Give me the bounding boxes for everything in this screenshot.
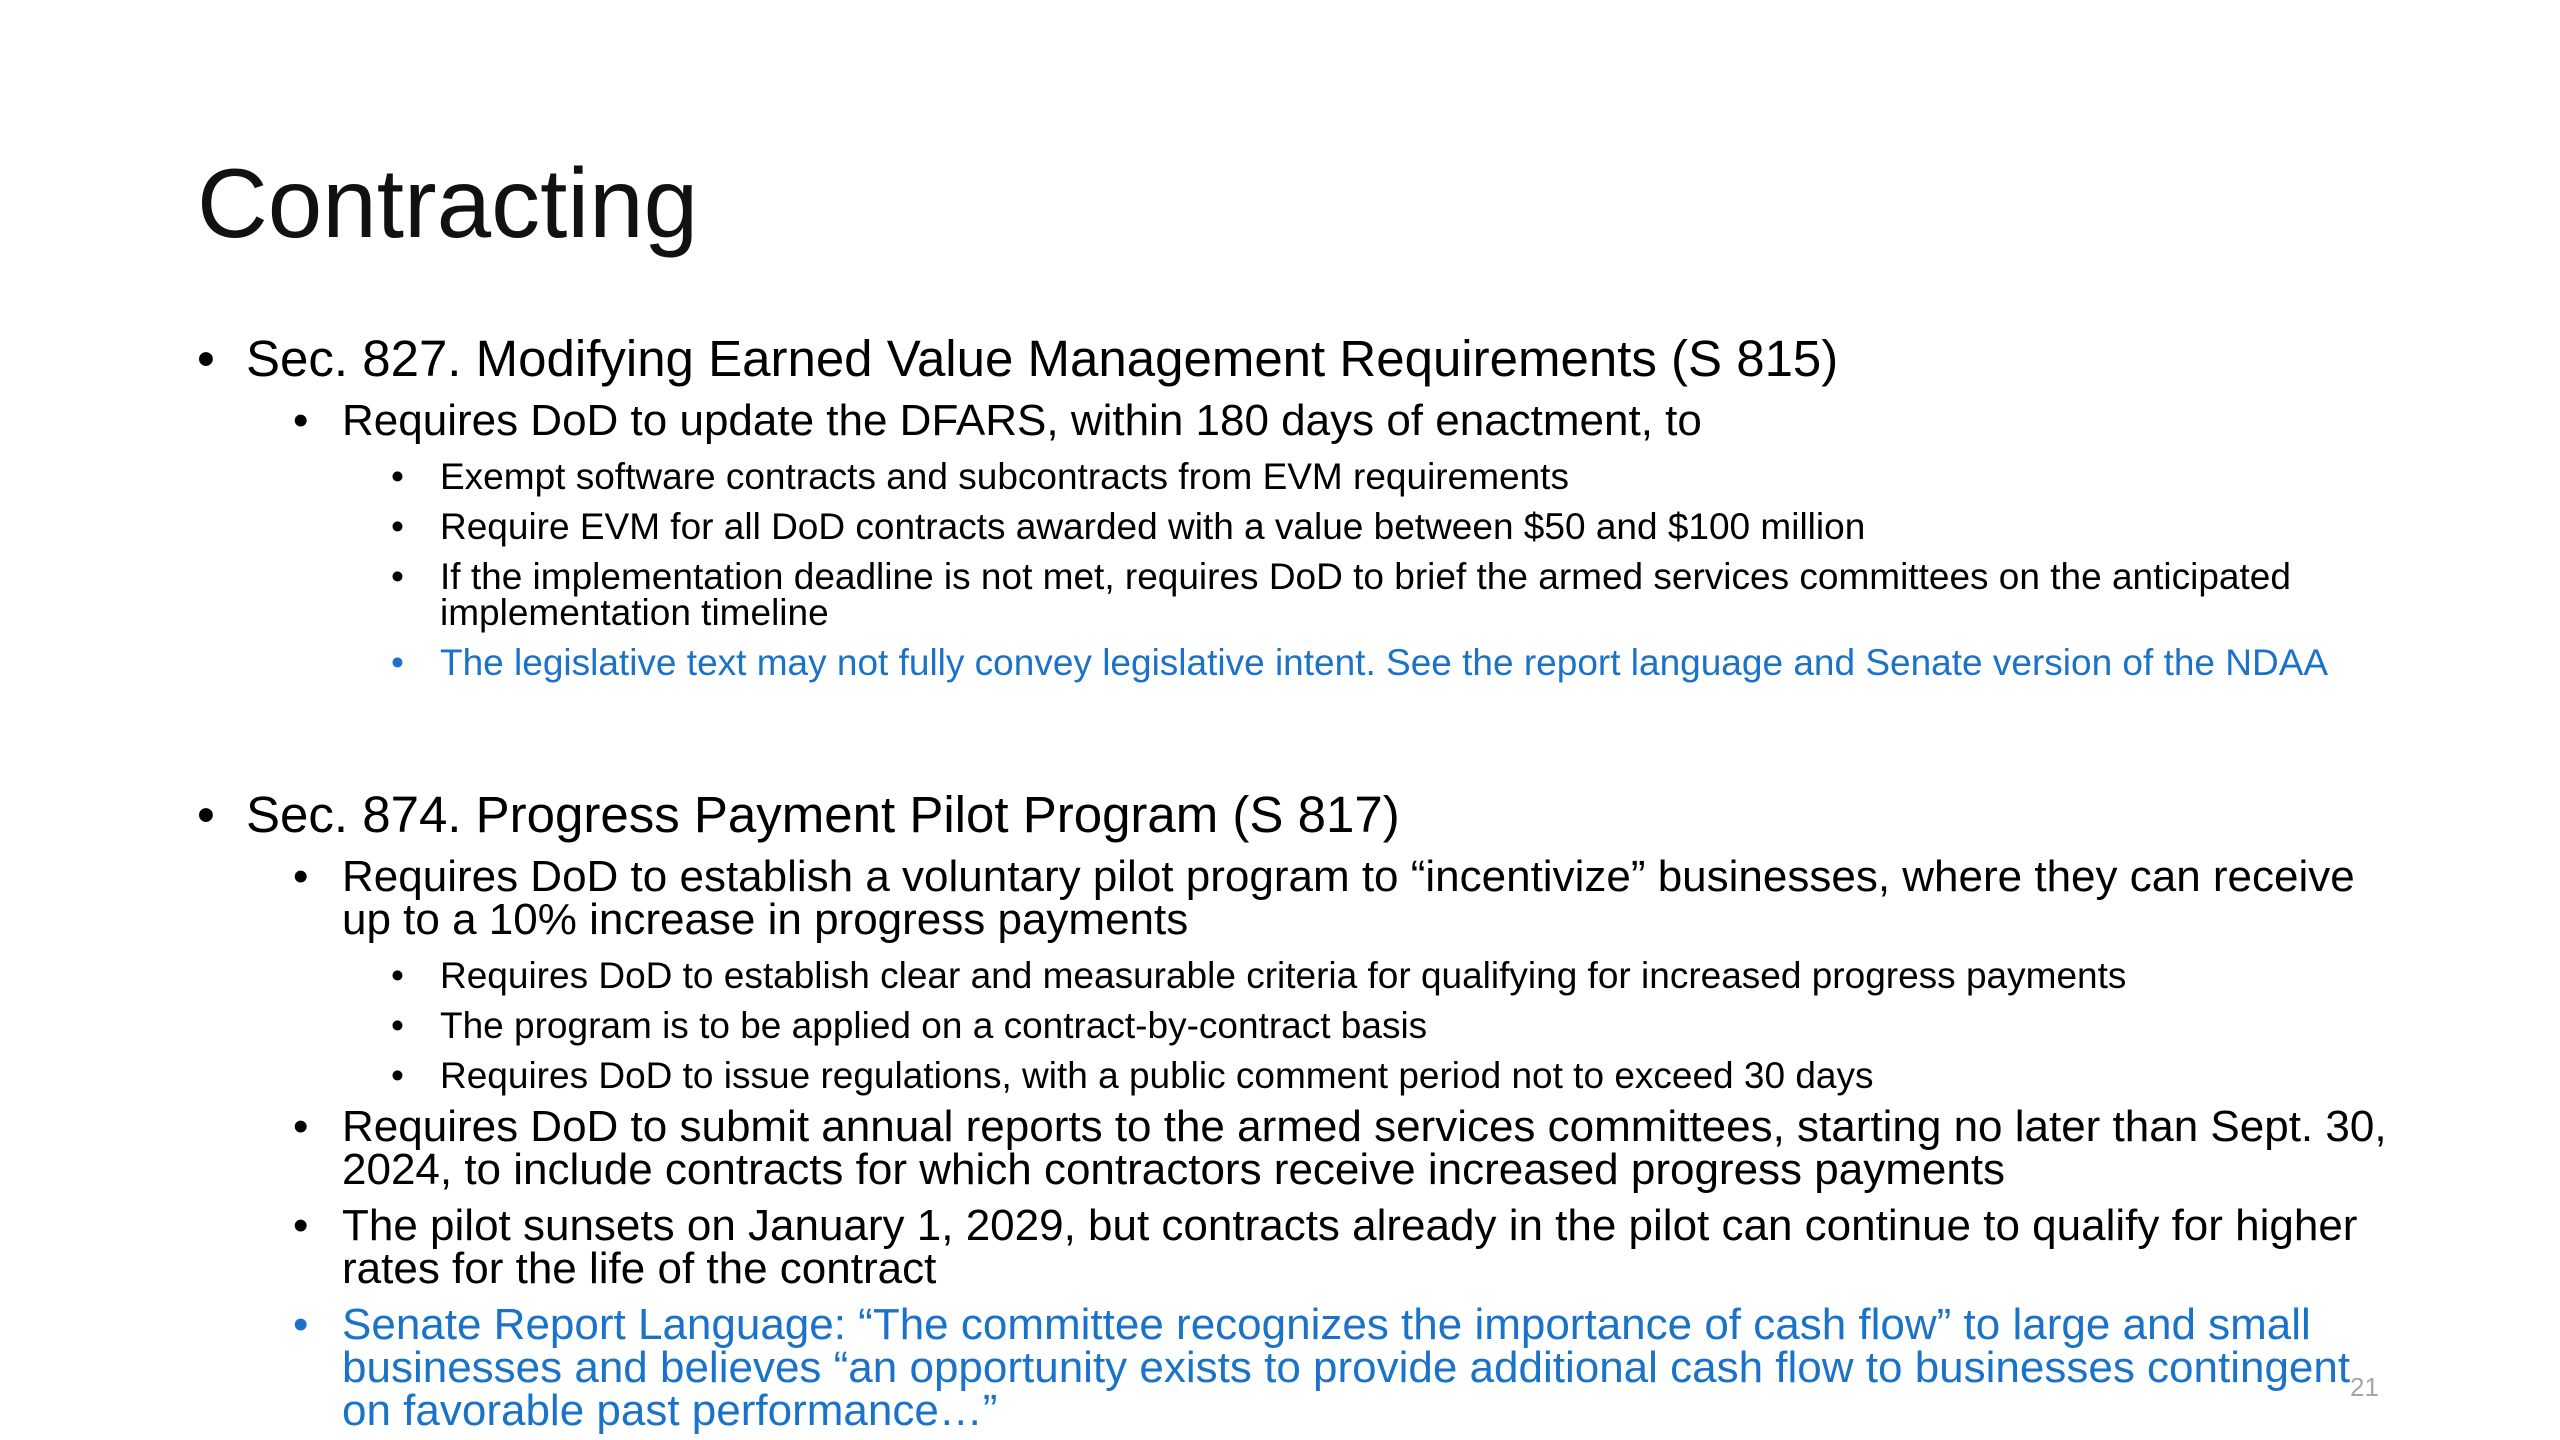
bullet-dot-icon: • [391, 1055, 404, 1096]
bullet-text: Requires DoD to update the DFARS, within 180 days of enactment, to [342, 396, 1702, 445]
bullet-dot-icon: • [197, 786, 215, 843]
bullet-text: The pilot sunsets on January 1, 2029, but contracts already in the pilot can continue to qualify for higher rates for the life of the contract [342, 1201, 2358, 1293]
bullet-contract-basis [391, 1005, 2391, 1046]
slide-title: Contracting [197, 148, 699, 258]
bullet-dot-icon: • [391, 1005, 404, 1046]
bullet-legislative-intent-note [391, 642, 2391, 683]
bullet-text: Requires DoD to establish clear and measurable criteria for qualifying for increased progress payments [440, 955, 2127, 996]
bullet-text: Sec. 874. Progress Payment Pilot Program (S 817) [246, 786, 1400, 843]
bullet-dot-icon: • [293, 1300, 309, 1349]
bullet-text: Exempt software contracts and subcontracts from EVM requirements [440, 456, 1569, 497]
bullet-dot-icon: • [391, 955, 404, 996]
bullet-pilot-sunset [293, 1201, 2393, 1293]
page-number: 21 [2350, 1372, 2379, 1402]
bullet-dot-icon: • [293, 1102, 309, 1151]
bullet-text: Requires DoD to issue regulations, with a public comment period not to exceed 30 days [440, 1055, 1874, 1096]
bullet-exempt-software [391, 456, 2391, 497]
bullet-text: Requires DoD to submit annual reports to the armed services committees, starting no later than Sept. 30, 2024, to include contracts for which contractors receive increased progress payments [342, 1102, 2387, 1194]
bullet-text: If the implementation deadline is not met, requires DoD to brief the armed services committees on the anticipated implementation timeline [440, 556, 2291, 633]
bullet-pilot-program [293, 852, 2393, 944]
bullet-dot-icon: • [197, 330, 215, 387]
bullet-criteria [391, 955, 2391, 996]
bullet-text: Sec. 827. Modifying Earned Value Management Requirements (S 815) [246, 330, 1839, 387]
bullet-dot-icon: • [391, 456, 404, 497]
bullet-regulations [391, 1055, 2391, 1096]
bullet-text: Requires DoD to establish a voluntary pilot program to “incentivize” businesses, where they can receive up to a 10% increase in progress payments [342, 852, 2355, 944]
bullet-text: Require EVM for all DoD contracts awarded with a value between $50 and $100 million [440, 506, 1866, 547]
bullet-dfars-update [293, 396, 2393, 445]
bullet-senate-report-language [293, 1300, 2393, 1435]
bullet-require-evm [391, 506, 2391, 547]
bullet-sec-874 [197, 786, 2357, 844]
bullet-dot-icon: • [391, 642, 404, 683]
bullet-dot-icon: • [391, 506, 404, 547]
bullet-deadline-brief [391, 556, 2391, 633]
bullet-dot-icon: • [293, 396, 309, 445]
bullet-dot-icon: • [293, 852, 309, 901]
bullet-text: Senate Report Language: “The committee recognizes the importance of cash flow” to large and small businesses and believes “an opportunity exists to provide additional cash flow to businesses contingent on favorable past performance…” [342, 1300, 2351, 1435]
bullet-text: The program is to be applied on a contract-by-contract basis [440, 1005, 1428, 1046]
bullet-text: The legislative text may not fully convey legislative intent. See the report language and Senate version of the NDAA [440, 642, 2329, 683]
bullet-dot-icon: • [391, 556, 404, 597]
bullet-dot-icon: • [293, 1201, 309, 1250]
bullet-annual-reports [293, 1102, 2393, 1194]
bullet-sec-827 [197, 330, 2357, 388]
